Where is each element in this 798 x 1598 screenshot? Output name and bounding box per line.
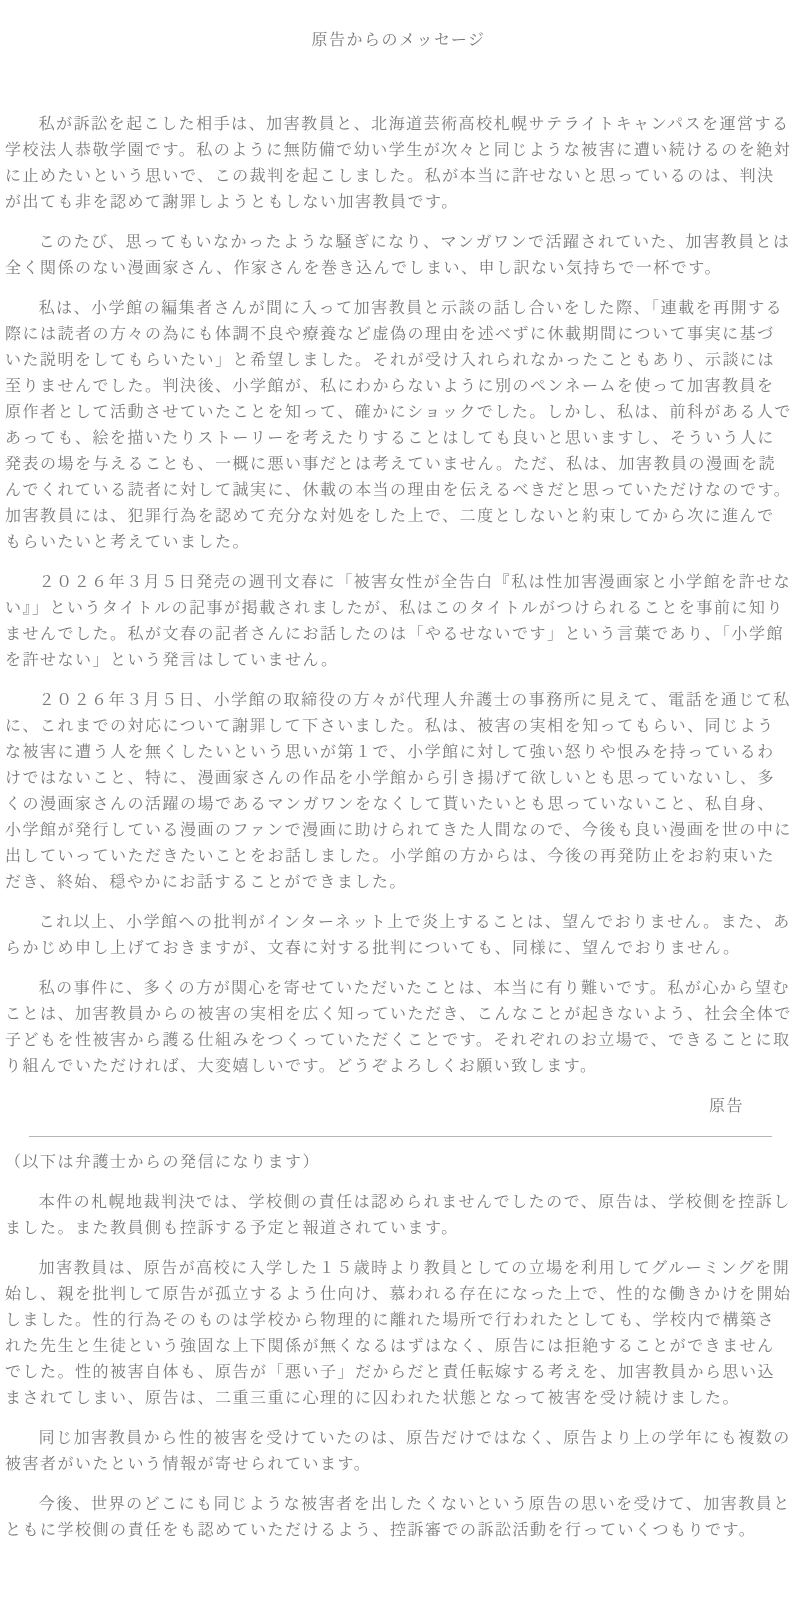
lawyer-paragraph-2: 加害教員は、原告が高校に入学した１５歳時より教員としての立場を利用してグルーミングを開始し、親を批判して原告が孤立するよう仕向け、慕われる存在になった上で、性的な働きかけを開始しました。性的行為そのものは学校から物理的に離れた場所で行われたとしても、学校内で構築された先生と生徒という強固な上下関係が無くなるはずはなく、原告には拒絶することができませんでした。性的被害自体も、原告が「悪い子」だからだと責任転嫁する考えを、加害教員から思い込まされてしまい、原告は、二重三重に心理的に囚われた状態となって被害を受け続けました。 bbox=[5, 1260, 792, 1407]
lawyer-paragraph-1: 本件の札幌地裁判決では、学校側の責任は認められませんでしたので、原告は、学校側を控訴しました。また教員側も控訴する予定と報道されています。 bbox=[5, 1194, 791, 1237]
lawyer-paragraph-4: 今後、世界のどこにも同じような被害者を出したくないという原告の思いを受けて、加害教員とともに学校側の責任をも認めていただけるよう、控訴審での訴訟活動を行っていくつもりです。 bbox=[5, 1496, 791, 1539]
plaintiff-paragraph-7: 私の事件に、多くの方が関心を寄せていただいたことは、本当に有り難いです。私が心から望むことは、加害教員からの被害の実相を広く知っていただき、こんなことが起きないよう、社会全体で子どもを性被害から護る仕組みをつくっていただくことです。それぞれのお立場で、できることに取り組んでいただければ、大変嬉しいです。どうぞよろしくお願い致します。 bbox=[5, 980, 792, 1075]
plaintiff-paragraph-3: 私は、小学館の編集者さんが間に入って加害教員と示談の話し合いをした際、「連載を再開する際には読者の方々の為にも体調不良や療養など虚偽の理由を述べずに休載期間について事実に基づいた説明をしてもらいたい」と希望しました。それが受け入れられなかったこともあり、示談には至りませんでした。判決後、小学館が、私にわからないように別のペンネームを使って加害教員を原作者として活動させていたことを知って、確かにショックでした。しかし、私は、前科がある人であっても、絵を描いたりストーリーを考えたりすることはしても良いと思いますし、そういう人に発表の場を与えることも、一概に悪い事だとは考えていません。ただ、私は、加害教員の漫画を読んでくれている読者に対して誠実に、休載の本当の理由を伝えるべきだと思っていただけなのです。加害教員には、犯罪行為を認めて充分な対処をした上で、二度としないと約束してから次に進んでもらいたいと考えていました。 bbox=[5, 300, 792, 551]
section-divider bbox=[29, 1136, 772, 1137]
lawyer-note: （以下は弁護士からの発信になります） bbox=[5, 1154, 321, 1171]
plaintiff-message-section bbox=[5, 112, 792, 1120]
plaintiff-paragraph-1: 私が訴訟を起こした相手は、加害教員と、北海道芸術高校札幌サテライトキャンパスを運営する学校法人恭敬学園です。私のように無防備で幼い学生が次々と同じような被害に遭い続けるのを絶対に止めたいという思いで、この裁判を起こしました。私が本当に許せないと思っているのは、判決が出ても非を認めて謝罪しようともしない加害教員です。 bbox=[5, 116, 792, 211]
lawyer-message-section bbox=[5, 1150, 792, 1544]
plaintiff-signature: 原告 bbox=[708, 1098, 744, 1115]
plaintiff-paragraph-6: これ以上、小学館への批判がインターネット上で炎上することは、望んでおりません。また、あらかじめ申し上げておきますが、文春に対する批判についても、同様に、望んでおりません。 bbox=[5, 914, 791, 957]
plaintiff-paragraph-5: ２０２６年３月５日、小学館の取締役の方々が代理人弁護士の事務所に見えて、電話を通じて私に、これまでの対応について謝罪して下さいました。私は、被害の実相を知ってもらい、同じような被害に遭う人を無くしたいという思いが第１で、小学館に対して強い怒りや恨みを持っているわけではないこと、特に、漫画家さんの作品を小学館から引き揚げて欲しいとも思っていないし、多くの漫画家さんの活躍の場であるマンガワンをなくして貰いたいとも思っていないこと、私自身、小学館が発行している漫画のファンで漫画に助けられてきた人間なので、今後も良い漫画を世の中に出していっていただきたいことをお話しました。小学館の方からは、今後の再発防止をお約束いただき、終始、穏やかにお話することができました。 bbox=[5, 692, 792, 891]
plaintiff-paragraph-2: このたび、思ってもいなかったような騒ぎになり、マンガワンで活躍されていた、加害教員とは全く関係のない漫画家さん、作家さんを巻き込んでしまい、申し訳ない気持ちで一杯です。 bbox=[5, 234, 791, 277]
lawyer-paragraph-3: 同じ加害教員から性的被害を受けていたのは、原告だけではなく、原告より上の学年にも複数の被害者がいたという情報が寄せられています。 bbox=[5, 1430, 791, 1473]
page-title: 原告からのメッセージ bbox=[311, 32, 486, 49]
plaintiff-paragraph-4: ２０２６年３月５日発売の週刊文春に「被害女性が全告白『私は性加害漫画家と小学館を許せない』」というタイトルの記事が掲載されましたが、私はこのタイトルがつけられることを事前に知りませんでした。私が文春の記者さんにお話したのは「やるせないです」という言葉であり、「小学館を許せない」という発言はしていません。 bbox=[5, 574, 792, 669]
